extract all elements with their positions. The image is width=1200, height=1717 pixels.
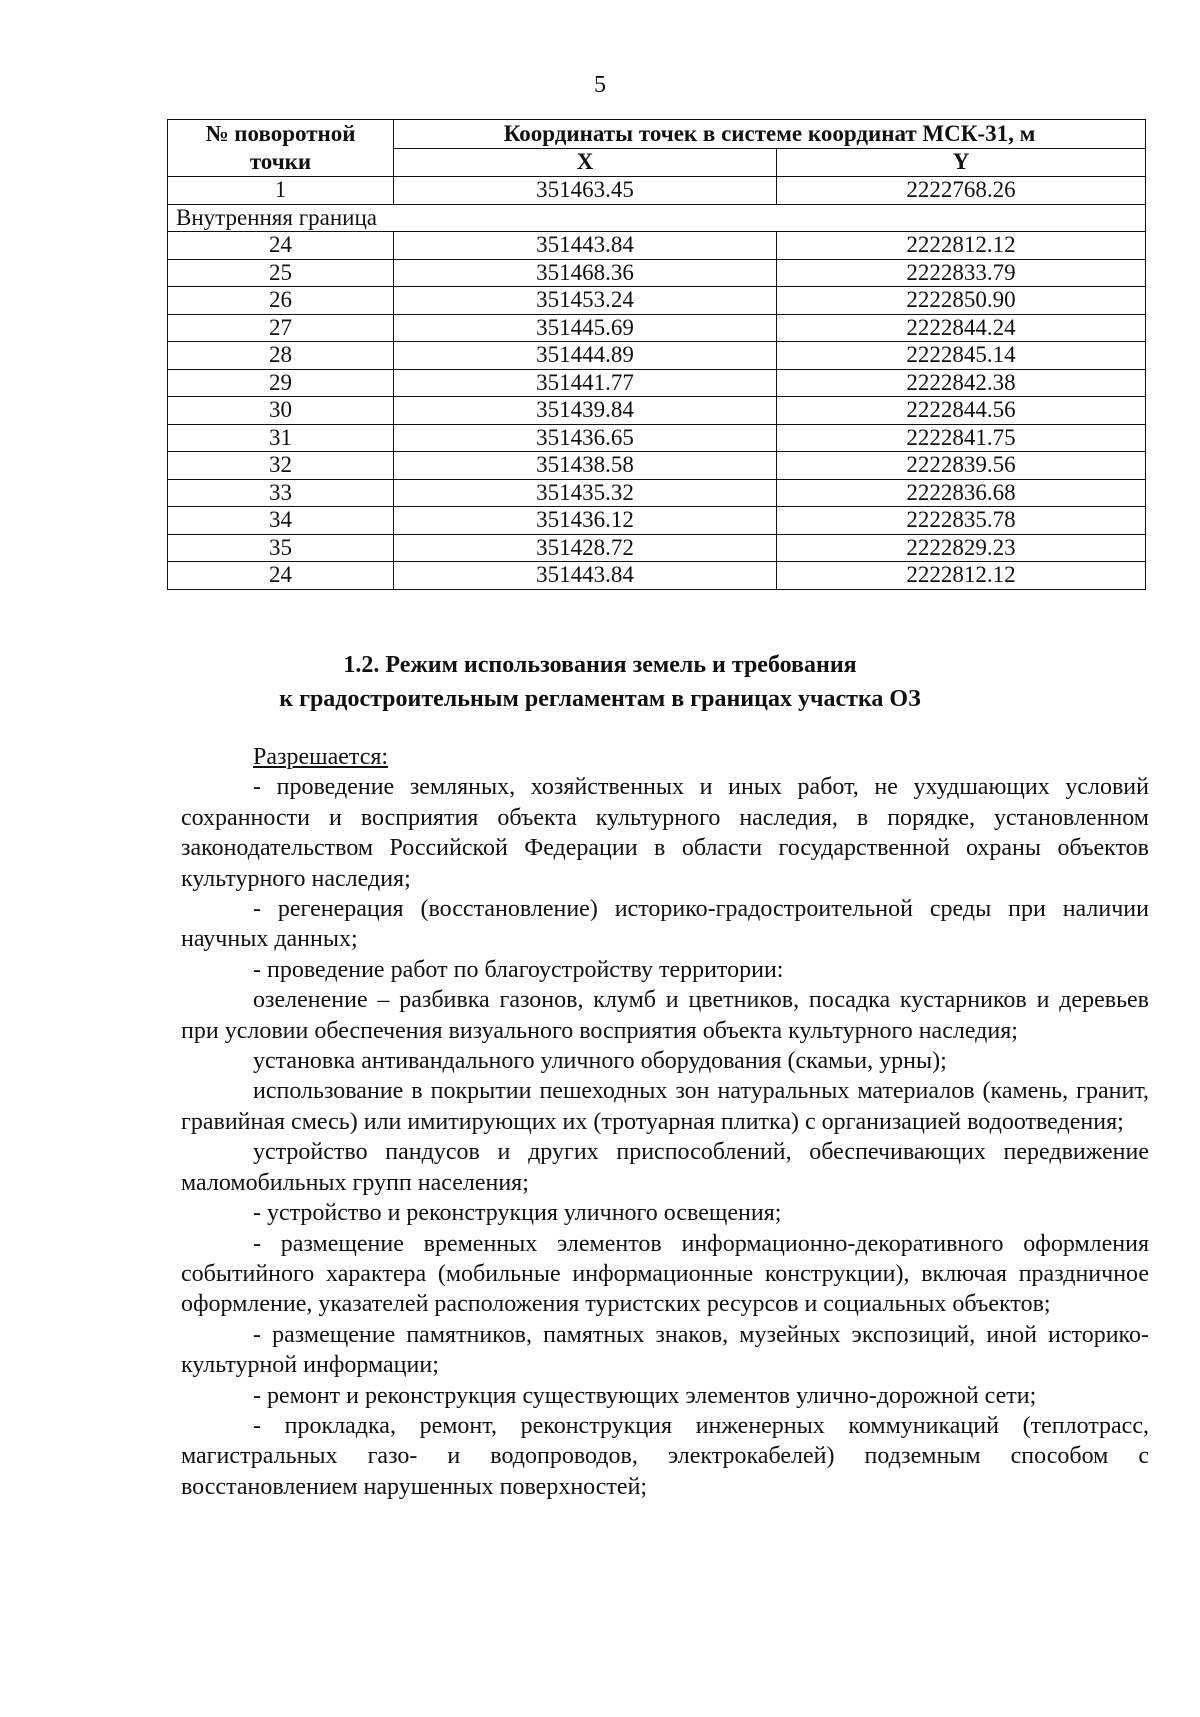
y-coordinate: 2222844.56 xyxy=(777,397,1146,425)
point-number: 28 xyxy=(168,342,394,370)
y-coordinate: 2222844.24 xyxy=(777,314,1146,342)
table-row xyxy=(168,534,1146,562)
paragraph: - размещение временных элементов информационно-декоративного оформления событийного характера (мобильные информационные конструкции), включая праздничное оформление, указателей расположения туристских ресурсов и социальных объектов; xyxy=(181,1230,1149,1318)
allowed-label: Разрешается: xyxy=(253,744,389,770)
table-row xyxy=(168,314,1146,342)
section-heading xyxy=(0,648,1200,716)
paragraph: - размещение памятников, памятных знаков, музейных экспозиций, иной историко-культурной информации; xyxy=(181,1321,1149,1379)
paragraph: использование в покрытии пешеходных зон натуральных материалов (камень, гранит, гравийная смесь) или имитирующих их (тротуарная плитка) с организацией водоотведения; xyxy=(181,1078,1149,1135)
table-row xyxy=(168,232,1146,260)
x-coordinate: 351435.32 xyxy=(394,479,777,507)
x-coordinate: 351463.45 xyxy=(394,177,777,205)
point-number: 31 xyxy=(168,424,394,452)
paragraph: озеленение – разбивка газонов, клумб и цветников, посадка кустарников и деревьев при условии обеспечения визуального восприятия объекта культурного наследия; xyxy=(181,987,1149,1044)
table-row xyxy=(168,452,1146,480)
header-coordinates-title: Координаты точек в системе координат МСК-31, м xyxy=(394,120,1146,149)
x-coordinate: 351436.65 xyxy=(394,424,777,452)
coordinates-table xyxy=(167,119,1146,590)
point-number: 24 xyxy=(168,562,394,590)
y-coordinate: 2222836.68 xyxy=(777,479,1146,507)
y-coordinate: 2222839.56 xyxy=(777,452,1146,480)
table-row xyxy=(168,177,1146,205)
section-heading-line-1: 1.2. Режим использования земель и требования xyxy=(343,652,857,678)
table-row xyxy=(168,424,1146,452)
x-coordinate: 351445.69 xyxy=(394,314,777,342)
x-coordinate: 351468.36 xyxy=(394,259,777,287)
header-y: Y xyxy=(777,148,1146,177)
y-coordinate: 2222842.38 xyxy=(777,369,1146,397)
page-number: 5 xyxy=(594,72,606,98)
point-number: 29 xyxy=(168,369,394,397)
section-label: Внутренняя граница xyxy=(168,204,1146,232)
y-coordinate: 2222768.26 xyxy=(777,177,1146,205)
point-number: 24 xyxy=(168,232,394,260)
header-point-number: № поворотной точки xyxy=(168,120,394,177)
body-text xyxy=(181,742,1149,1502)
y-coordinate: 2222833.79 xyxy=(777,259,1146,287)
paragraph: - прокладка, ремонт, реконструкция инженерных коммуникаций (теплотрасс, магистральных газо- и водопроводов, электрокабелей) подземным способом с восстановлением нарушенных поверхностей; xyxy=(181,1412,1149,1500)
point-number: 30 xyxy=(168,397,394,425)
paragraph: устройство пандусов и других приспособлений, обеспечивающих передвижение маломобильных групп населения; xyxy=(181,1139,1149,1196)
table-row xyxy=(168,342,1146,370)
point-number: 27 xyxy=(168,314,394,342)
table-row xyxy=(168,369,1146,397)
point-number: 32 xyxy=(168,452,394,480)
x-coordinate: 351439.84 xyxy=(394,397,777,425)
x-coordinate: 351453.24 xyxy=(394,287,777,315)
table-row xyxy=(168,479,1146,507)
x-coordinate: 351444.89 xyxy=(394,342,777,370)
x-coordinate: 351441.77 xyxy=(394,369,777,397)
y-coordinate: 2222812.12 xyxy=(777,562,1146,590)
y-coordinate: 2222829.23 xyxy=(777,534,1146,562)
header-x: X xyxy=(394,148,777,177)
point-number: 33 xyxy=(168,479,394,507)
x-coordinate: 351436.12 xyxy=(394,507,777,535)
point-number: 34 xyxy=(168,507,394,535)
point-number: 35 xyxy=(168,534,394,562)
table-row xyxy=(168,507,1146,535)
section-row xyxy=(168,204,1146,232)
x-coordinate: 351438.58 xyxy=(394,452,777,480)
x-coordinate: 351443.84 xyxy=(394,232,777,260)
paragraph: - регенерация (восстановление) историко-градостроительной среды при наличии научных данных; xyxy=(181,896,1149,953)
section-heading-line-2: к градостроительным регламентам в границах участка ОЗ xyxy=(279,686,921,712)
paragraph: установка антивандального уличного оборудования (скамьи, урны); xyxy=(253,1048,947,1075)
x-coordinate: 351443.84 xyxy=(394,562,777,590)
paragraph: - проведение земляных, хозяйственных и иных работ, не ухудшающих условий сохранности и восприятия объекта культурного наследия, в порядке, установленном законодательством Российской Федерации в области государственной охраны объектов культурного наследия; xyxy=(181,774,1149,892)
y-coordinate: 2222850.90 xyxy=(777,287,1146,315)
y-coordinate: 2222812.12 xyxy=(777,232,1146,260)
paragraph: - ремонт и реконструкция существующих элементов улично-дорожной сети; xyxy=(253,1382,1037,1409)
table-row xyxy=(168,259,1146,287)
y-coordinate: 2222845.14 xyxy=(777,342,1146,370)
paragraph: - проведение работ по благоустройству территории: xyxy=(253,956,784,983)
table-row xyxy=(168,562,1146,590)
x-coordinate: 351428.72 xyxy=(394,534,777,562)
point-number: 26 xyxy=(168,287,394,315)
table-row xyxy=(168,287,1146,315)
point-number: 25 xyxy=(168,259,394,287)
y-coordinate: 2222841.75 xyxy=(777,424,1146,452)
table-row xyxy=(168,397,1146,425)
point-number: 1 xyxy=(168,177,394,205)
paragraph: - устройство и реконструкция уличного освещения; xyxy=(253,1200,782,1227)
y-coordinate: 2222835.78 xyxy=(777,507,1146,535)
